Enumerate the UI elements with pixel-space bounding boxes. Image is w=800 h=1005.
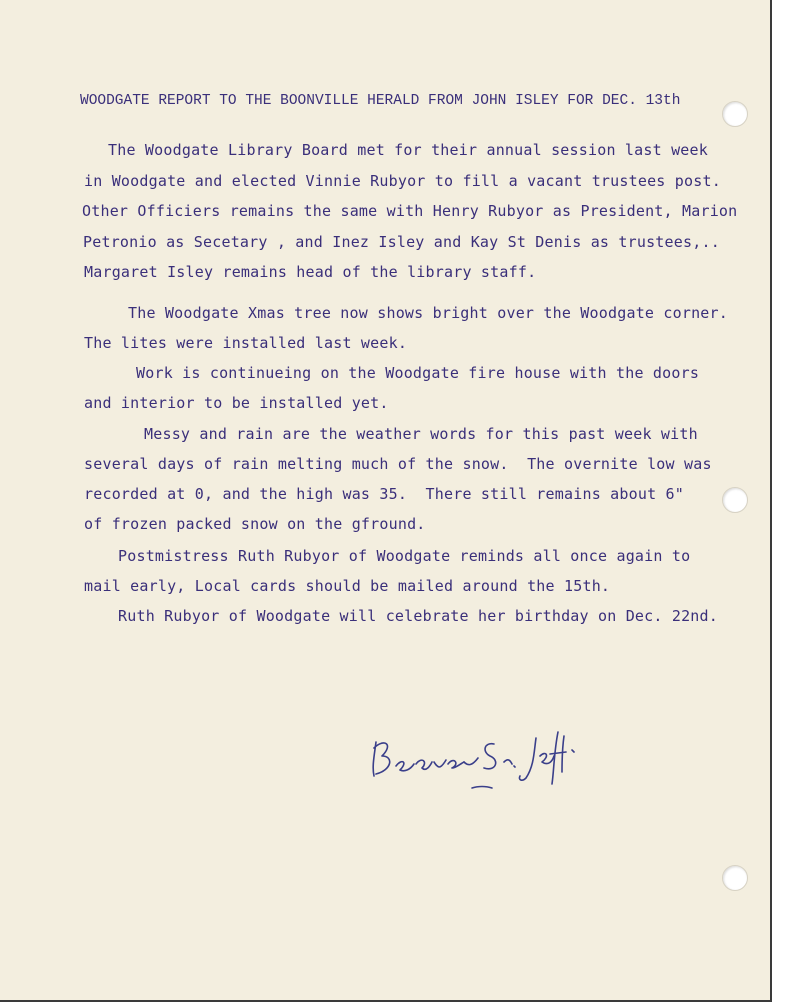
text-line: Petronio as Secetary , and Inez Isley and Kay St Denis as trustees,.. (83, 233, 720, 251)
text-line: mail early, Local cards should be mailed around the 15th. (84, 577, 611, 595)
text-line: Ruth Rubyor of Woodgate will celebrate her birthday on Dec. 22nd. (118, 607, 718, 625)
text-line: in Woodgate and elected Vinnie Rubyor to fill a vacant trustees post. (84, 172, 721, 190)
text-line: Margaret Isley remains head of the library staff. (84, 263, 537, 281)
text-line: The lites were installed last week. (84, 334, 408, 352)
text-line: Postmistress Ruth Rubyor of Woodgate reminds all once again to (118, 547, 691, 565)
text-line: recorded at 0, and the high was 35. There still remains about 6" (84, 485, 684, 503)
text-line: several days of rain melting much of the snow. The overnite low was (84, 455, 712, 473)
text-line: The Woodgate Library Board met for their annual session last week (108, 141, 708, 159)
report-heading: WOODGATE REPORT TO THE BOONVILLE HERALD FROM JOHN ISLEY FOR DEC. 13th (80, 93, 681, 109)
punch-hole (722, 865, 748, 891)
punch-hole (722, 487, 748, 513)
text-line: Work is continueing on the Woodgate fire house with the doors (136, 364, 700, 382)
text-line: and interior to be installed yet. (84, 394, 389, 412)
text-line: Messy and rain are the weather words for this past week with (144, 425, 698, 443)
text-line: The Woodgate Xmas tree now shows bright over the Woodgate corner. (128, 304, 728, 322)
page-edge-background (772, 0, 800, 1005)
text-line: Other Officiers remains the same with Henry Rubyor as President, Marion (82, 202, 738, 220)
text-line: of frozen packed snow on the gfround. (84, 515, 426, 533)
handwritten-signature (368, 722, 608, 802)
punch-hole (722, 101, 748, 127)
